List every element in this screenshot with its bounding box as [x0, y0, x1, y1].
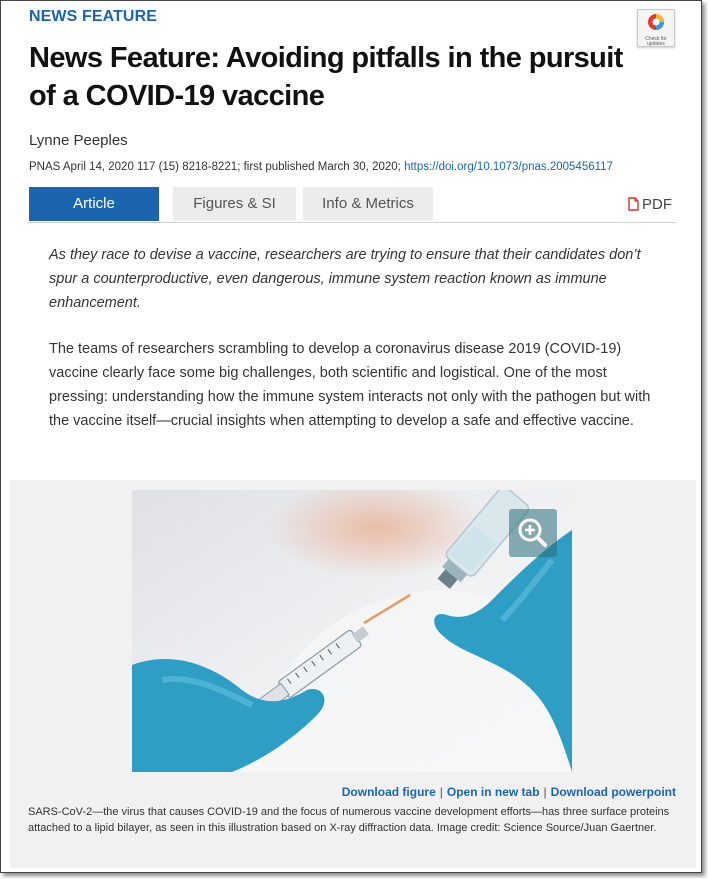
- author-name[interactable]: Lynne Peeples: [29, 132, 128, 149]
- zoom-button[interactable]: [509, 509, 557, 557]
- article-tabs: [29, 187, 676, 223]
- figure-panel: [10, 480, 696, 868]
- zoom-in-icon: [509, 509, 557, 557]
- link-separator: |: [543, 785, 547, 799]
- figure-caption: SARS-CoV-2—the virus that causes COVID-19 and the focus of numerous vaccine development efforts—has three surface proteins attached to a lipid bilayer, as seen in this illustration based on X-ray diffraction data. Image credit: Science Source/Juan Gaertner.: [28, 806, 670, 834]
- link-separator: |: [439, 785, 443, 799]
- tab-figures-si[interactable]: Figures & SI: [173, 187, 296, 221]
- abstract-text: As they race to devise a vaccine, researchers are trying to ensure that their candidates don’t spur a counterproductive, even dangerous, immune system reaction known as immune enhancement.: [49, 247, 641, 311]
- doi-link[interactable]: https://doi.org/10.1073/pnas.2005456117: [404, 161, 613, 173]
- body-paragraph: The teams of researchers scrambling to develop a coronavirus disease 2019 (COVID-19) vaccine clearly face some big challenges, both scientific and logistical. One of the most pressing: understanding how the immune system interacts not only with the pathogen but with the vaccine itself—crucial insights when attempting to develop a safe and effective vaccine.: [49, 341, 651, 429]
- section-label[interactable]: NEWS FEATURE: [29, 8, 158, 25]
- vaccine-syringe-photo[interactable]: [132, 490, 572, 772]
- check-updates-label: Check for updates: [645, 36, 667, 47]
- figure-links: [342, 785, 676, 799]
- vaccine-illustration: [132, 490, 572, 772]
- download-figure-link[interactable]: Download figure: [341, 785, 436, 799]
- pdf-label: PDF: [642, 196, 672, 213]
- pdf-file-icon: [628, 197, 639, 211]
- download-powerpoint-link[interactable]: Download powerpoint: [550, 785, 676, 799]
- article-title: News Feature: Avoiding pitfalls in the pursuit of a COVID-19 vaccine: [29, 42, 623, 112]
- pdf-link[interactable]: [628, 196, 672, 213]
- open-new-tab-link[interactable]: Open in new tab: [446, 785, 540, 799]
- citation-text: PNAS April 14, 2020 117 (15) 8218-8221; first published March 30, 2020;: [29, 161, 401, 173]
- citation-line: [29, 161, 613, 173]
- tab-info-metrics[interactable]: Info & Metrics: [303, 187, 433, 221]
- tab-article[interactable]: Article: [29, 187, 159, 221]
- check-updates-icon: [647, 13, 665, 31]
